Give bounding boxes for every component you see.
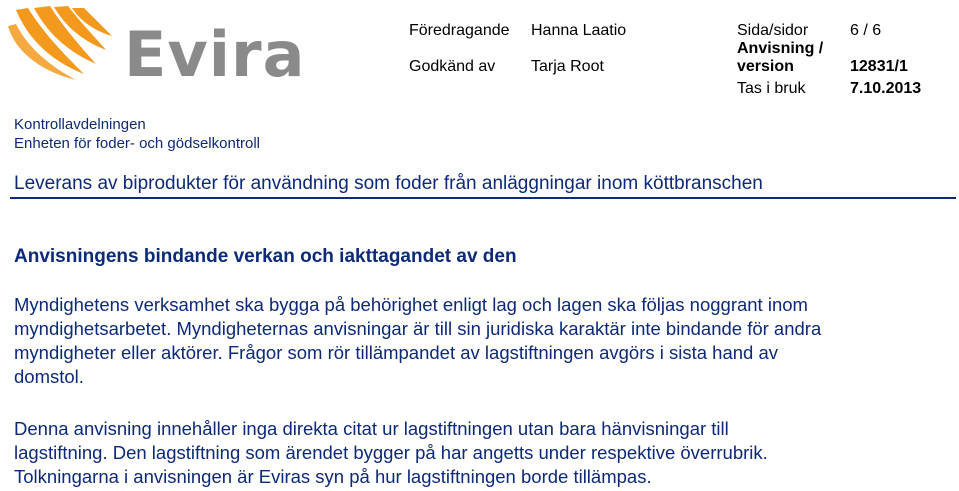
section-heading: Anvisningens bindande verkan och iakttagandet av den [14,246,517,267]
paragraph-1 [14,293,949,389]
paragraph-2-line: Denna anvisning innehåller inga direkta citat ur lagstiftningen utan bara hänvisningar till [14,418,729,439]
page-label: Sida/sidor [737,22,809,39]
guideline-label-line2: version [737,58,794,75]
unit-name: Enheten för foder- och gödselkontroll [14,135,260,152]
presenter-label: Föredragande [409,22,510,39]
approved-value: Tarja Root [531,58,604,75]
presenter-value: Hanna Laatio [531,22,627,39]
evira-leaf-icon [6,4,126,88]
guideline-value: 12831/1 [850,58,908,75]
title-divider [10,197,956,199]
logo-text: Evira [124,18,306,91]
paragraph-2 [14,417,949,489]
paragraph-1-line: myndigheter eller aktörer. Frågor som rör tillämpandet av lagstiftningen avgörs i sista hand av [14,342,779,363]
paragraph-1-line: myndighetsarbetet. Myndigheternas anvisningar är till sin juridiska karaktär inte bindande för andra [14,318,822,339]
paragraph-1-line: Myndighetens verksamhet ska bygga på behörighet enligt lag och lagen ska följas noggrant inom [14,294,808,315]
paragraph-1-line: domstol. [14,366,84,387]
department-name: Kontrollavdelningen [14,116,146,133]
in-use-label: Tas i bruk [737,80,806,97]
page-value: 6 / 6 [850,22,882,39]
approved-label: Godkänd av [409,58,496,75]
guideline-label-line1: Anvisning / [737,40,824,57]
in-use-value: 7.10.2013 [850,80,922,97]
organization-block [14,115,260,153]
evira-logo [6,4,306,91]
paragraph-2-line: Tolkningarna i anvisningen är Eviras syn på hur lagstiftningen borde tillämpas. [14,466,652,487]
document-title: Leverans av biprodukter för användning som foder från anläggningar inom köttbranschen [14,173,763,194]
paragraph-2-line: lagstiftning. Den lagstiftning som ärendet bygger på har angetts under respektive överrubrik. [14,442,768,463]
